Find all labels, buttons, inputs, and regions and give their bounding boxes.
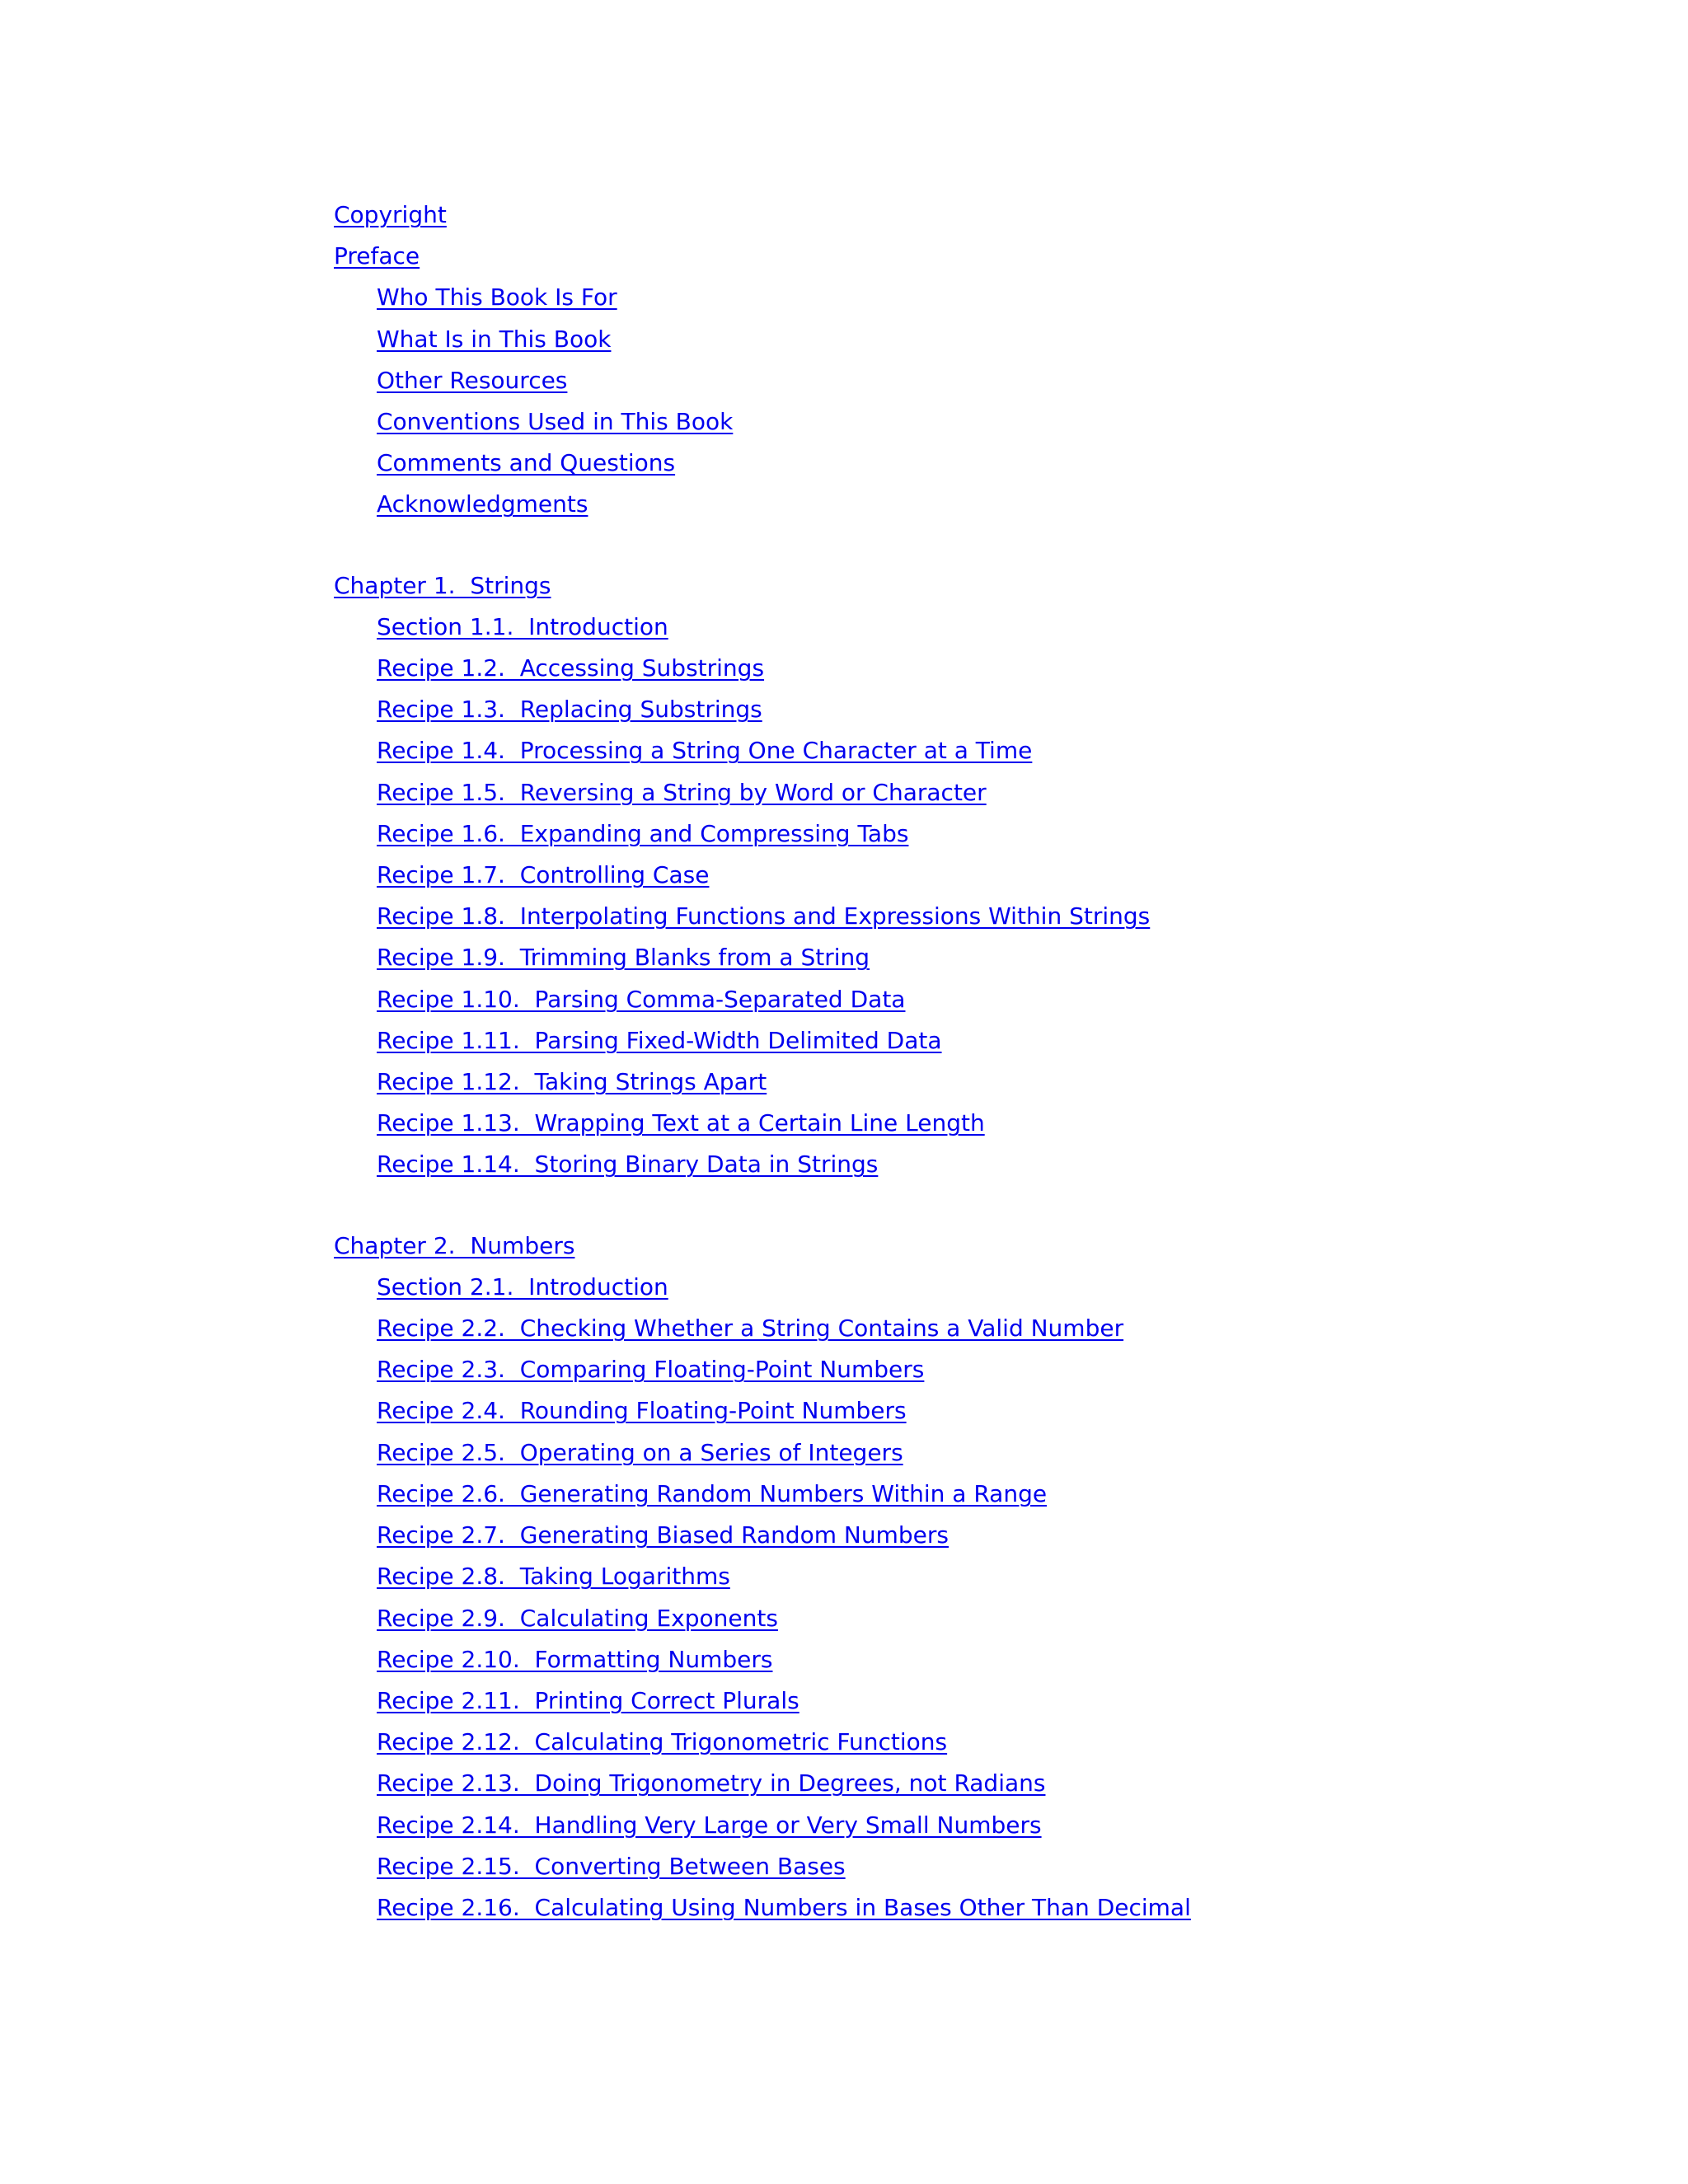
toc-link-section-2-1[interactable]: Section 2.1. Introduction <box>377 1272 668 1301</box>
toc-link-recipe-2-14[interactable]: Recipe 2.14. Handling Very Large or Very Small Numbers <box>377 1811 1042 1839</box>
toc-link-recipe-2-4[interactable]: Recipe 2.4. Rounding Floating-Point Numbers <box>377 1397 907 1425</box>
toc-link-recipe-2-3[interactable]: Recipe 2.3. Comparing Floating-Point Numbers <box>377 1356 925 1384</box>
toc-link-recipe-1-10[interactable]: Recipe 1.10. Parsing Comma-Separated Data <box>377 985 906 1013</box>
toc-link-recipe-1-5[interactable]: Recipe 1.5. Reversing a String by Word or Character <box>377 778 987 806</box>
toc-link-recipe-1-6[interactable]: Recipe 1.6. Expanding and Compressing Tabs <box>377 819 909 847</box>
front-matter-list <box>334 194 1570 526</box>
toc-link-conventions[interactable]: Conventions Used in This Book <box>377 408 734 436</box>
toc-link-recipe-2-15[interactable]: Recipe 2.15. Converting Between Bases <box>377 1852 846 1880</box>
toc-link-recipe-2-9[interactable]: Recipe 2.9. Calculating Exponents <box>377 1604 778 1632</box>
toc-link-recipe-1-4[interactable]: Recipe 1.4. Processing a String One Character at a Time <box>377 737 1033 765</box>
toc-link-chapter-2[interactable]: Chapter 2. Numbers <box>334 1231 575 1259</box>
toc-link-recipe-1-14[interactable]: Recipe 1.14. Storing Binary Data in Strings <box>377 1151 879 1179</box>
toc-link-recipe-2-12[interactable]: Recipe 2.12. Calculating Trigonometric Functions <box>377 1728 948 1756</box>
toc-link-recipe-1-12[interactable]: Recipe 1.12. Taking Strings Apart <box>377 1068 767 1096</box>
toc-link-copyright[interactable]: Copyright <box>334 201 447 228</box>
toc-link-other-resources[interactable]: Other Resources <box>377 366 568 394</box>
toc-link-recipe-1-9[interactable]: Recipe 1.9. Trimming Blanks from a String <box>377 944 870 972</box>
toc-link-recipe-2-2[interactable]: Recipe 2.2. Checking Whether a String Contains a Valid Number <box>377 1315 1124 1343</box>
toc-link-recipe-2-7[interactable]: Recipe 2.7. Generating Biased Random Numbers <box>377 1521 949 1549</box>
toc-link-preface[interactable]: Preface <box>334 242 420 270</box>
toc-link-recipe-1-11[interactable]: Recipe 1.11. Parsing Fixed-Width Delimited Data <box>377 1026 942 1054</box>
group-spacer <box>334 1186 1570 1226</box>
chapter-1-list <box>334 565 1570 1186</box>
chapter-2-list <box>334 1226 1570 1929</box>
toc-link-recipe-1-3[interactable]: Recipe 1.3. Replacing Substrings <box>377 696 762 724</box>
toc-link-recipe-1-8[interactable]: Recipe 1.8. Interpolating Functions and Expressions Within Strings <box>377 902 1151 930</box>
toc-link-what-is-in-this-book[interactable]: What Is in This Book <box>377 325 612 353</box>
group-spacer <box>334 526 1570 565</box>
toc-link-comments-and-questions[interactable]: Comments and Questions <box>377 449 676 477</box>
toc-link-acknowledgments[interactable]: Acknowledgments <box>377 490 588 518</box>
toc-link-recipe-1-7[interactable]: Recipe 1.7. Controlling Case <box>377 861 710 889</box>
toc-link-recipe-2-10[interactable]: Recipe 2.10. Formatting Numbers <box>377 1645 773 1673</box>
toc-link-who-this-book-is-for[interactable]: Who This Book Is For <box>377 284 617 312</box>
toc-link-recipe-1-13[interactable]: Recipe 1.13. Wrapping Text at a Certain Line Length <box>377 1109 985 1137</box>
toc-link-recipe-2-13[interactable]: Recipe 2.13. Doing Trigonometry in Degrees, not Radians <box>377 1769 1046 1797</box>
toc-link-chapter-1[interactable]: Chapter 1. Strings <box>334 571 551 599</box>
toc-link-recipe-2-11[interactable]: Recipe 2.11. Printing Correct Plurals <box>377 1686 799 1714</box>
toc-link-recipe-2-5[interactable]: Recipe 2.5. Operating on a Series of Integers <box>377 1438 903 1466</box>
toc-link-recipe-2-16[interactable]: Recipe 2.16. Calculating Using Numbers in Bases Other Than Decimal <box>377 1893 1191 1921</box>
toc-link-recipe-1-2[interactable]: Recipe 1.2. Accessing Substrings <box>377 654 765 682</box>
table-of-contents <box>334 194 1570 1929</box>
toc-link-section-1-1[interactable]: Section 1.1. Introduction <box>377 612 668 640</box>
toc-link-recipe-2-8[interactable]: Recipe 2.8. Taking Logarithms <box>377 1563 730 1591</box>
toc-link-recipe-2-6[interactable]: Recipe 2.6. Generating Random Numbers Within a Range <box>377 1479 1048 1507</box>
